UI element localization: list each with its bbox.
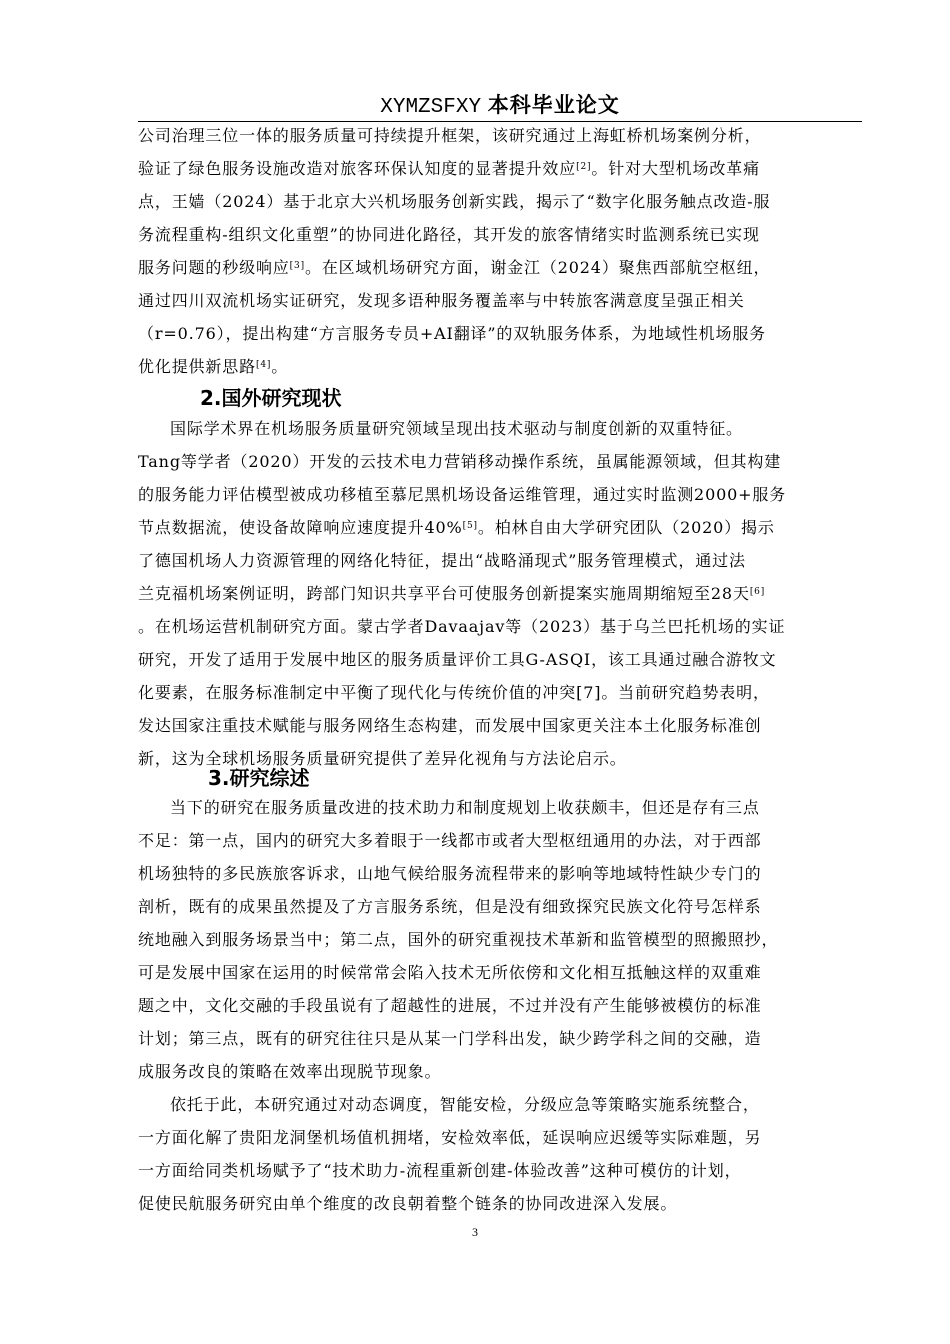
text-line: 通过四川双流机场实证研究，发现多语种服务覆盖率与中转旅客满意度呈强正相关 — [138, 291, 745, 310]
header-code: XYMZSFXY — [380, 96, 482, 119]
text-line: 当下的研究在服务质量改进的技术助力和制度规划上收获颇丰，但还是存有三点 — [170, 798, 760, 817]
citation-ref: [2] — [576, 162, 592, 172]
text-span: 。 — [271, 357, 289, 376]
page-number: 3 — [472, 1225, 478, 1239]
section-heading-research-review: 3.研究综述 — [208, 766, 310, 790]
text-span: 兰克福机场案例证明，跨部门知识共享平台可使服务创新提案实施周期缩短至28天 — [138, 584, 750, 603]
text-line — [138, 356, 288, 378]
header-rule — [138, 121, 862, 122]
text-line: 一方面化解了贵阳龙洞堡机场值机拥堵，安检效率低，延误响应迟缓等实际难题，另 — [138, 1128, 762, 1147]
text-span: 。针对大型机场改革痛 — [591, 159, 760, 178]
text-line: 的服务能力评估模型被成功移植至慕尼黑机场设备运维管理，通过实时监测2000+服务 — [138, 485, 787, 504]
text-line: 机场独特的多民族旅客诉求，山地气候给服务流程带来的影响等地域特性缺少专门的 — [138, 864, 762, 883]
text-span: 节点数据流，使设备故障响应速度提升40% — [138, 518, 463, 537]
text-line: 一方面给同类机场赋予了“技术助力-流程重新创建-体验改善”这种可模仿的计划， — [138, 1161, 742, 1180]
text-line: Tang等学者（2020）开发的云技术电力营销移动操作系统，虽属能源领域，但其构建 — [138, 452, 782, 471]
text-line: 发达国家注重技术赋能与服务网络生态构建，而发展中国家更关注本土化服务标准创 — [138, 716, 762, 735]
text-line — [138, 583, 765, 605]
text-line — [138, 257, 770, 279]
text-line: （r=0.76），提出构建“方言服务专员+AI翻译”的双轨服务体系，为地域性机场服务 — [138, 324, 767, 343]
section-heading-foreign-research: 2.国外研究现状 — [200, 386, 342, 410]
text-span: 服务问题的秒级响应 — [138, 258, 290, 277]
text-line: 了德国机场人力资源管理的网络化特征，提出“战略涌现式”服务管理模式，通过法 — [138, 551, 746, 570]
text-span: 。在区域机场研究方面，谢金江（2024）聚焦西部航空枢纽， — [304, 258, 771, 277]
text-line: 促使民航服务研究由单个维度的改良朝着整个链条的协同改进深入发展。 — [138, 1194, 678, 1213]
citation-ref: [4] — [255, 360, 272, 370]
page-header — [138, 92, 862, 121]
text-span: 。柏林自由大学研究团队（2020）揭示 — [477, 518, 775, 537]
text-span: 优化提供新思路 — [138, 357, 256, 376]
text-line — [138, 517, 775, 539]
text-line: 点，王嫱（2024）基于北京大兴机场服务创新实践，揭示了“数字化服务触点改造-服 — [138, 192, 771, 211]
citation-ref: [5] — [462, 521, 478, 531]
text-line: 公司治理三位一体的服务质量可持续提升框架，该研究通过上海虹桥机场案例分析， — [138, 126, 762, 145]
citation-ref: [3] — [289, 261, 305, 271]
text-line: 化要素，在服务标准制定中平衡了现代化与传统价值的冲突[7]。当前研究趋势表明， — [138, 683, 770, 702]
text-line: 不足：第一点，国内的研究大多着眼于一线都市或者大型枢纽通用的办法，对于西部 — [138, 831, 762, 850]
text-line: 新，这为全球机场服务质量研究提供了差异化视角与方法论启示。 — [138, 749, 627, 768]
citation-ref: [6] — [749, 587, 766, 597]
text-line: 剖析，既有的成果虽然提及了方言服务系统，但是没有细致探究民族文化符号怎样系 — [138, 897, 762, 916]
text-line: 成服务改良的策略在效率出现脱节现象。 — [138, 1062, 442, 1081]
text-line: 研究，开发了适用于发展中地区的服务质量评价工具G-ASQI，该工具通过融合游牧文 — [138, 650, 777, 669]
text-line: 题之中，文化交融的手段虽说有了超越性的进展，不过并没有产生能够被模仿的标准 — [138, 996, 762, 1015]
text-span: 验证了绿色服务设施改造对旅客环保认知度的显著提升效应 — [138, 159, 577, 178]
text-line: 国际学术界在机场服务质量研究领域呈现出技术驱动与制度创新的双重特征。 — [170, 419, 743, 438]
text-line: 。在机场运营机制研究方面。蒙古学者Davaajav等（2023）基于乌兰巴托机场的实证 — [138, 617, 786, 636]
text-line — [138, 158, 760, 180]
text-line: 计划；第三点，既有的研究往往只是从某一门学科出发，缺少跨学科之间的交融，造 — [138, 1029, 762, 1048]
text-line: 依托于此，本研究通过对动态调度，智能安检，分级应急等策略实施系统整合， — [170, 1095, 760, 1114]
text-line: 统地融入到服务场景当中；第二点，国外的研究重视技术革新和监管模型的照搬照抄， — [138, 930, 779, 949]
text-line: 务流程重构-组织文化重塑”的协同进化路径，其开发的旅客情绪实时监测系统已实现 — [138, 225, 760, 244]
text-line: 可是发展中国家在运用的时候常常会陷入技术无所依傍和文化相互抵触这样的双重难 — [138, 963, 762, 982]
header-label: 本科毕业论文 — [487, 93, 620, 117]
